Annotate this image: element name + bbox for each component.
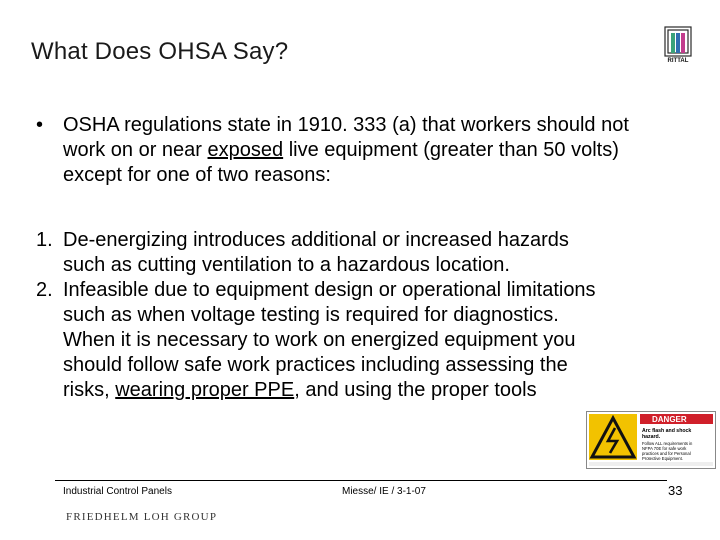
bullet-item	[36, 113, 636, 188]
logo-text: RITTAL	[667, 58, 689, 64]
numbered-list	[36, 228, 616, 403]
company-name: FRIEDHELM LOH GROUP	[66, 511, 218, 523]
list-item-1	[36, 228, 616, 278]
warning-triangle-icon	[589, 414, 637, 460]
footer-course-title: Industrial Control Panels	[63, 486, 172, 497]
list-text-1: De-energizing introduces additional or increased hazards such as cutting ventilation to a hazardous location.	[63, 229, 569, 276]
danger-line-2: hazard.	[642, 434, 661, 440]
danger-header: DANGER	[652, 415, 687, 424]
slide-title: What Does OHSA Say?	[31, 38, 289, 65]
list-number-1: 1.	[36, 229, 53, 251]
bullet-text-after: live equipment (greater than 50 volts) except for one of two reasons:	[63, 139, 619, 186]
danger-line-6: Protective Equipment.	[642, 456, 683, 461]
list-text-2-after: , and using the proper tools	[294, 379, 537, 401]
footer-divider	[55, 480, 667, 481]
list-number-2: 2.	[36, 279, 53, 301]
danger-line-5: practices and for Personal	[642, 451, 691, 456]
bullet-marker: •	[36, 114, 44, 136]
danger-line-1: Arc flash and shock	[642, 428, 692, 434]
rittal-logo	[664, 26, 692, 64]
bullet-text-before: OSHA regulations state in 1910. 333 (a) that workers should not work on or near	[63, 114, 629, 161]
danger-line-3: Follow ALL requirements in	[642, 441, 693, 446]
list-text-2-before: Infeasible due to equipment design or operational limitations such as when voltage testing is required for diagnostics. When it is necessary to work on energized equipment you should follow safe work practices including assessing the risks,	[63, 279, 596, 401]
danger-line-4: NFPA 70E for safe work	[642, 446, 687, 451]
bullet-underlined: exposed	[207, 139, 284, 161]
list-item-2	[36, 278, 616, 403]
danger-label-image	[586, 411, 716, 469]
list-text-2-underlined: wearing proper PPE	[115, 379, 295, 401]
footer-author-date: Miesse/ IE / 3-1-07	[342, 486, 426, 497]
page-number: 33	[668, 483, 683, 498]
